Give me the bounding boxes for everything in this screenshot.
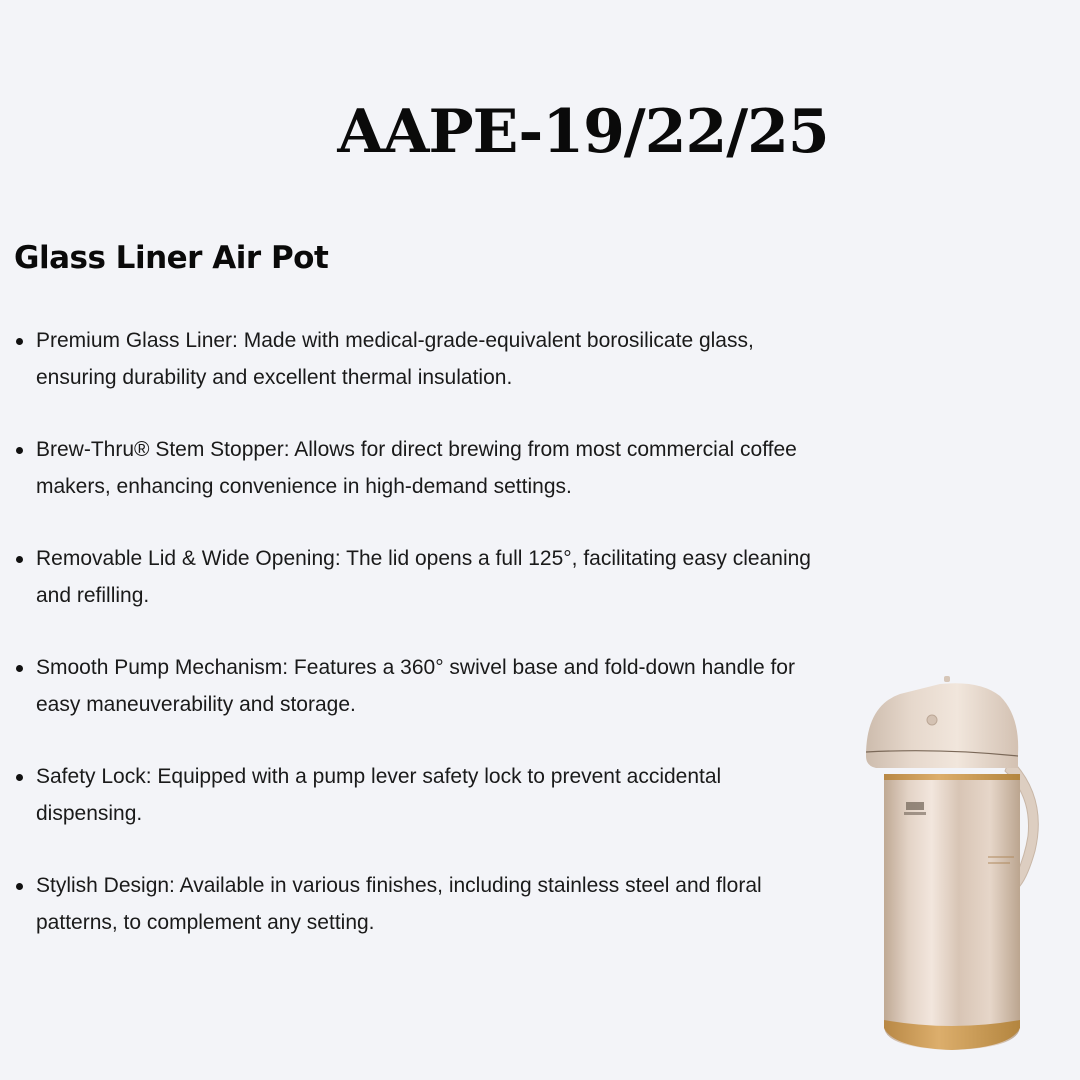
bullet-icon — [16, 883, 23, 890]
model-title: AAPE-19/22/25 — [337, 97, 829, 168]
feature-item-safety-lock — [14, 758, 824, 832]
feature-text: Premium Glass Liner: Made with medical-grade-equivalent borosilicate glass, ensuring durability and excellent thermal insulation. — [36, 329, 754, 389]
air-pot-illustration — [860, 676, 1050, 1060]
feature-item-removable-lid — [14, 540, 824, 614]
feature-item-glass-liner — [14, 322, 824, 396]
feature-item-pump-mechanism — [14, 649, 824, 723]
bullet-icon — [16, 338, 23, 345]
feature-item-stem-stopper — [14, 431, 824, 505]
product-title: Glass Liner Air Pot — [14, 239, 329, 276]
feature-text: Smooth Pump Mechanism: Features a 360° swivel base and fold-down handle for easy maneuverability and storage. — [36, 656, 795, 716]
feature-list — [14, 322, 824, 976]
feature-text: Safety Lock: Equipped with a pump lever safety lock to prevent accidental dispensing. — [36, 765, 722, 825]
bullet-icon — [16, 447, 23, 454]
feature-text: Removable Lid & Wide Opening: The lid opens a full 125°, facilitating easy cleaning and refilling. — [36, 547, 811, 607]
feature-item-stylish-design — [14, 867, 824, 941]
bullet-icon — [16, 665, 23, 672]
bullet-icon — [16, 774, 23, 781]
feature-text: Brew-Thru® Stem Stopper: Allows for direct brewing from most commercial coffee makers, enhancing convenience in high-demand settings. — [36, 438, 797, 498]
air-pot-image — [860, 676, 1050, 1060]
bullet-icon — [16, 556, 23, 563]
feature-text: Stylish Design: Available in various finishes, including stainless steel and floral patterns, to complement any setting. — [36, 874, 762, 934]
